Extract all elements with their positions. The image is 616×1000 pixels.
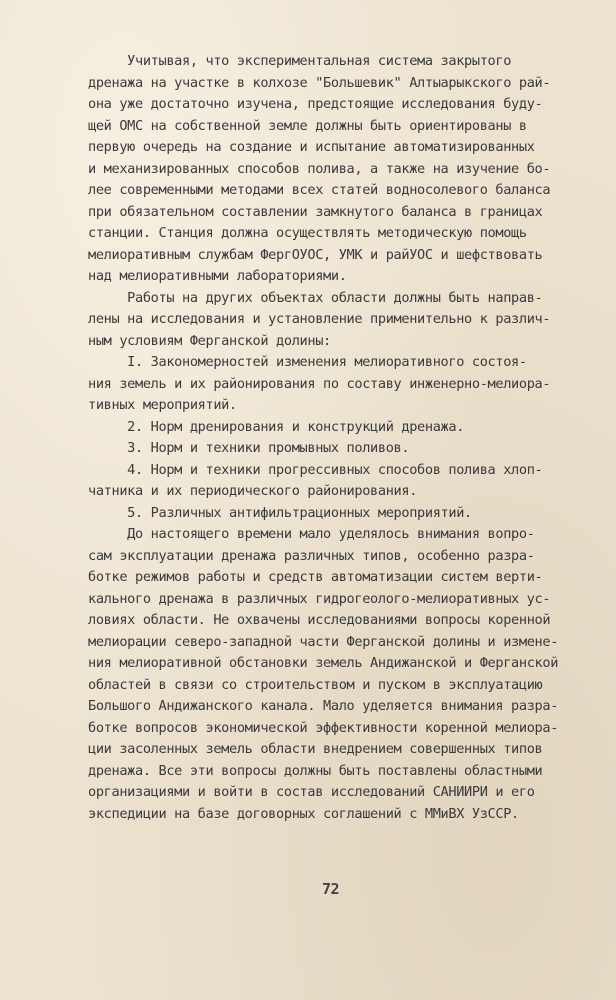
text-line: мелиоративным службам ФергОУОС, УМК и райУОС и шефствовать xyxy=(88,246,543,263)
text-line: ловиях области. Не охвачены исследованиями вопросы коренной xyxy=(88,612,551,628)
text-line: первую очередь на создание и испытание автоматизированных xyxy=(88,139,535,155)
text-line: она уже достаточно изучена, предстоящие исследования буду- xyxy=(88,96,543,112)
text-line: Работы на других объектах области должны быть направ- xyxy=(88,289,543,306)
text-line: 5. Различных антифильтрационных мероприятий. xyxy=(88,504,472,521)
text-line: тивных мероприятий. xyxy=(88,397,237,413)
text-line: над мелиоративными лабораториями. xyxy=(88,268,347,284)
text-line: экспедиции на базе договорных соглашений с ММиВХ УзССР. xyxy=(88,805,519,822)
text-line: чатника и их периодического районирования. xyxy=(88,483,418,499)
text-line: 3. Норм и техники промывных поливов. xyxy=(88,440,410,456)
text-line: 2. Норм дренирования и конструкций дренажа. xyxy=(88,418,465,435)
text-line: лее современными методами всех статей водносолевого баланса xyxy=(88,182,551,198)
text-line: ния земель и их районирования по составу инженерно-мелиора- xyxy=(88,375,551,392)
text-line: организациями и войти в состав исследований САНИИРИ и его xyxy=(88,784,535,800)
text-line: ботке режимов работы и средств автоматизации систем верти- xyxy=(88,569,543,585)
text-line: кального дренажа в различных гидрогеолого-мелиоративных ус- xyxy=(88,590,551,607)
text-line: станции. Станция должна осуществлять методическую помощь xyxy=(88,225,527,241)
text-line: дренажа. Все эти вопросы должны быть поставлены областными xyxy=(88,762,543,779)
text-line: и механизированных способов полива, а также на изучение бо- xyxy=(88,160,551,177)
page-number: 72 xyxy=(322,880,340,898)
body-text xyxy=(88,51,608,825)
text-line: Учитывая, что экспериментальная система закрытого xyxy=(88,53,512,69)
text-line: ботке вопросов экономической эффективности коренной мелиора- xyxy=(88,719,559,736)
text-line: щей ОМС на собственной земле должны быть ориентированы в xyxy=(88,117,527,134)
text-line: Большого Андижанского канала. Мало уделяется внимания разра- xyxy=(88,698,559,714)
text-line: До настоящего времени мало уделялось внимания вопро- xyxy=(88,526,535,542)
text-line: ным условиям Ферганской долины: xyxy=(88,332,331,349)
text-line: лены на исследования и установление применительно к различ- xyxy=(88,311,551,327)
text-line: мелиорации северо-западной части Ферганской долины и измене- xyxy=(88,633,559,650)
text-line: I. Закономерностей изменения мелиоративного состоя- xyxy=(88,354,527,370)
text-line: сам эксплуатации дренажа различных типов, особенно разра- xyxy=(88,547,535,564)
text-line: ции засоленных земель области внедрением совершенных типов xyxy=(88,741,543,757)
text-line: областей в связи со строительством и пуском в эксплуатацию xyxy=(88,676,543,693)
text-line: дренажа на участке в колхозе "Большевик" Алтыарыкского рай- xyxy=(88,74,551,91)
text-line: ния мелиоративной обстановки земель Андижанской и Ферганской xyxy=(88,655,559,671)
text-line: 4. Норм и техники прогрессивных способов полива хлоп- xyxy=(88,461,543,478)
text-line: при обязательном составлении замкнутого баланса в границах xyxy=(88,203,543,220)
